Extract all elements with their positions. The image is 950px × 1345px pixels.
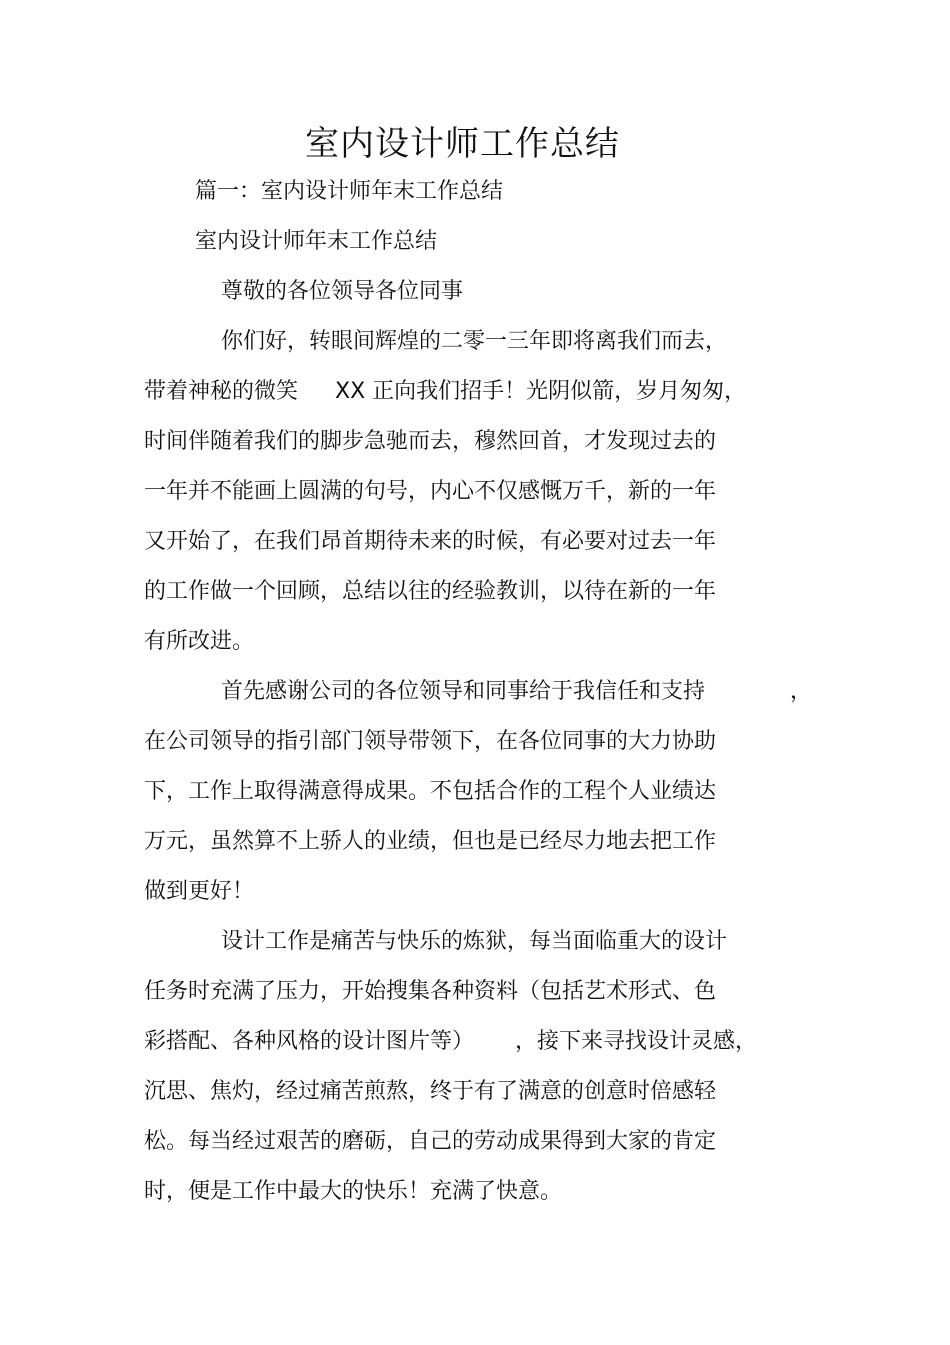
paragraph-line: XX 正向我们招手！光阴似箭，岁月匆匆， <box>335 379 747 404</box>
paragraph-line: 的工作做一个回顾，总结以往的经验教训，以待在新的一年 <box>144 579 717 604</box>
document-subtitle: 篇一：室内设计师年末工作总结 <box>195 179 504 204</box>
paragraph-line: 松。每当经过艰苦的磨砺，自己的劳动成果得到大家的肯定 <box>144 1129 717 1154</box>
paragraph-line: 时间伴随着我们的脚步急驰而去，穆然回首，才发现过去的 <box>144 429 717 454</box>
paragraph-line: 又开始了，在我们昂首期待未来的时候，有必要对过去一年 <box>144 529 717 554</box>
document-title: 室内设计师工作总结 <box>305 124 620 164</box>
paragraph-line: 时，便是工作中最大的快乐！充满了快意。 <box>144 1179 563 1204</box>
paragraph-line: 设计工作是痛苦与快乐的炼狱，每当面临重大的设计 <box>221 929 728 954</box>
paragraph-line: 首先感谢公司的各位领导和同事给于我信任和支持 <box>221 679 706 704</box>
paragraph-line: 下，工作上取得满意得成果。不包括合作的工程个人业绩达 <box>144 779 717 804</box>
paragraph-line: 沉思、焦灼，经过痛苦煎熬，终于有了满意的创意时倍感轻 <box>144 1079 717 1104</box>
paragraph-line: 任务时充满了压力，开始搜集各种资料（包括艺术形式、色 <box>144 979 717 1004</box>
paragraph-line: 有所改进。 <box>144 629 255 654</box>
paragraph-line: 彩搭配、各种风格的设计图片等） <box>144 1029 475 1054</box>
paragraph-line: 一年并不能画上圆满的句号，内心不仅感慨万千，新的一年 <box>144 479 717 504</box>
paragraph-line: 你们好，转眼间辉煌的二零一三年即将离我们而去， <box>221 329 728 354</box>
paragraph-line: 万元，虽然算不上骄人的业绩，但也是已经尽力地去把工作 <box>144 829 717 854</box>
salutation: 尊敬的各位领导各位同事 <box>221 279 464 304</box>
paragraph-line: ，接下来寻找设计灵感， <box>515 1029 758 1054</box>
paragraph-line: 带着神秘的微笑 <box>144 379 299 404</box>
paragraph-line: 做到更好！ <box>144 879 255 904</box>
paragraph-line: ， <box>790 679 813 704</box>
section-heading: 室内设计师年末工作总结 <box>195 229 438 254</box>
paragraph-line: 在公司领导的指引部门领导带领下，在各位同事的大力协助 <box>144 729 717 754</box>
